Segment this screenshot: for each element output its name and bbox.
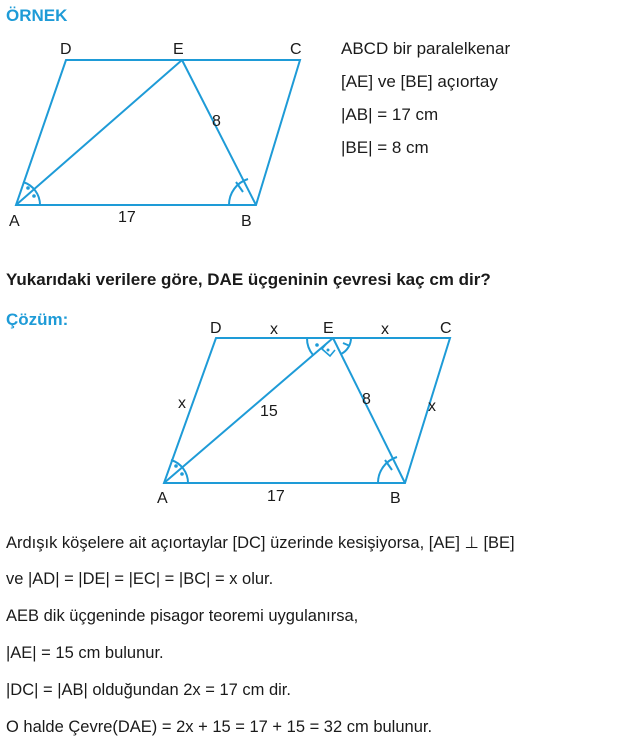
- solution-line-1: Ardışık köşelere ait açıortaylar [DC] üzerinde kesişiyorsa, [AE] ⊥ [BE]: [6, 534, 515, 552]
- solution-line-4: |AE| = 15 cm bulunur.: [6, 644, 164, 662]
- length-bc: x: [428, 398, 436, 415]
- length-be: 8: [212, 113, 221, 130]
- angle-dot-a2-solution: [180, 472, 184, 476]
- angle-arc-e-left: [307, 338, 313, 355]
- given-ab: |AB| = 17 cm: [341, 105, 439, 124]
- angle-dot-e: [315, 343, 319, 347]
- label-d-solution: D: [210, 320, 222, 337]
- angle-dot-a1-solution: [174, 464, 178, 468]
- label-b: B: [241, 213, 252, 230]
- label-a-solution: A: [157, 490, 168, 507]
- label-e-solution: E: [323, 320, 334, 337]
- length-ad: x: [178, 395, 186, 412]
- label-a: A: [9, 213, 20, 230]
- length-ec: x: [381, 321, 389, 338]
- given-bisectors: [AE] ve [BE] açıortay: [341, 72, 498, 91]
- given-parallelogram: ABCD bir paralelkenar: [341, 39, 511, 58]
- length-be-solution: 8: [362, 391, 371, 408]
- length-ab-solution: 17: [267, 488, 285, 505]
- question: Yukarıdaki verilere göre, DAE üçgeninin çevresi kaç cm dir?: [6, 270, 491, 289]
- label-e: E: [173, 41, 184, 58]
- length-ab: 17: [118, 209, 136, 226]
- solution-line-5: |DC| = |AB| olduğundan 2x = 17 cm dir.: [6, 681, 291, 699]
- angle-dot-right-mark: [327, 349, 330, 352]
- length-de: x: [270, 321, 278, 338]
- solution-line-3: AEB dik üçgeninde pisagor teoremi uygulanırsa,: [6, 607, 359, 625]
- angle-tick-e-right: [343, 343, 350, 346]
- label-c: C: [290, 41, 302, 58]
- solution-line-6: O halde Çevre(DAE) = 2x + 15 = 17 + 15 = 32 cm bulunur.: [6, 718, 433, 736]
- segment-be-solution: [333, 338, 405, 483]
- label-d: D: [60, 41, 72, 58]
- length-ae: 15: [260, 403, 278, 420]
- solution-heading: Çözüm:: [6, 310, 69, 329]
- solution-line-2: ve |AD| = |DE| = |EC| = |BC| = x olur.: [6, 570, 274, 588]
- label-b-solution: B: [390, 490, 401, 507]
- example-heading: ÖRNEK: [6, 6, 68, 25]
- label-c-solution: C: [440, 320, 452, 337]
- given-be: |BE| = 8 cm: [341, 138, 429, 157]
